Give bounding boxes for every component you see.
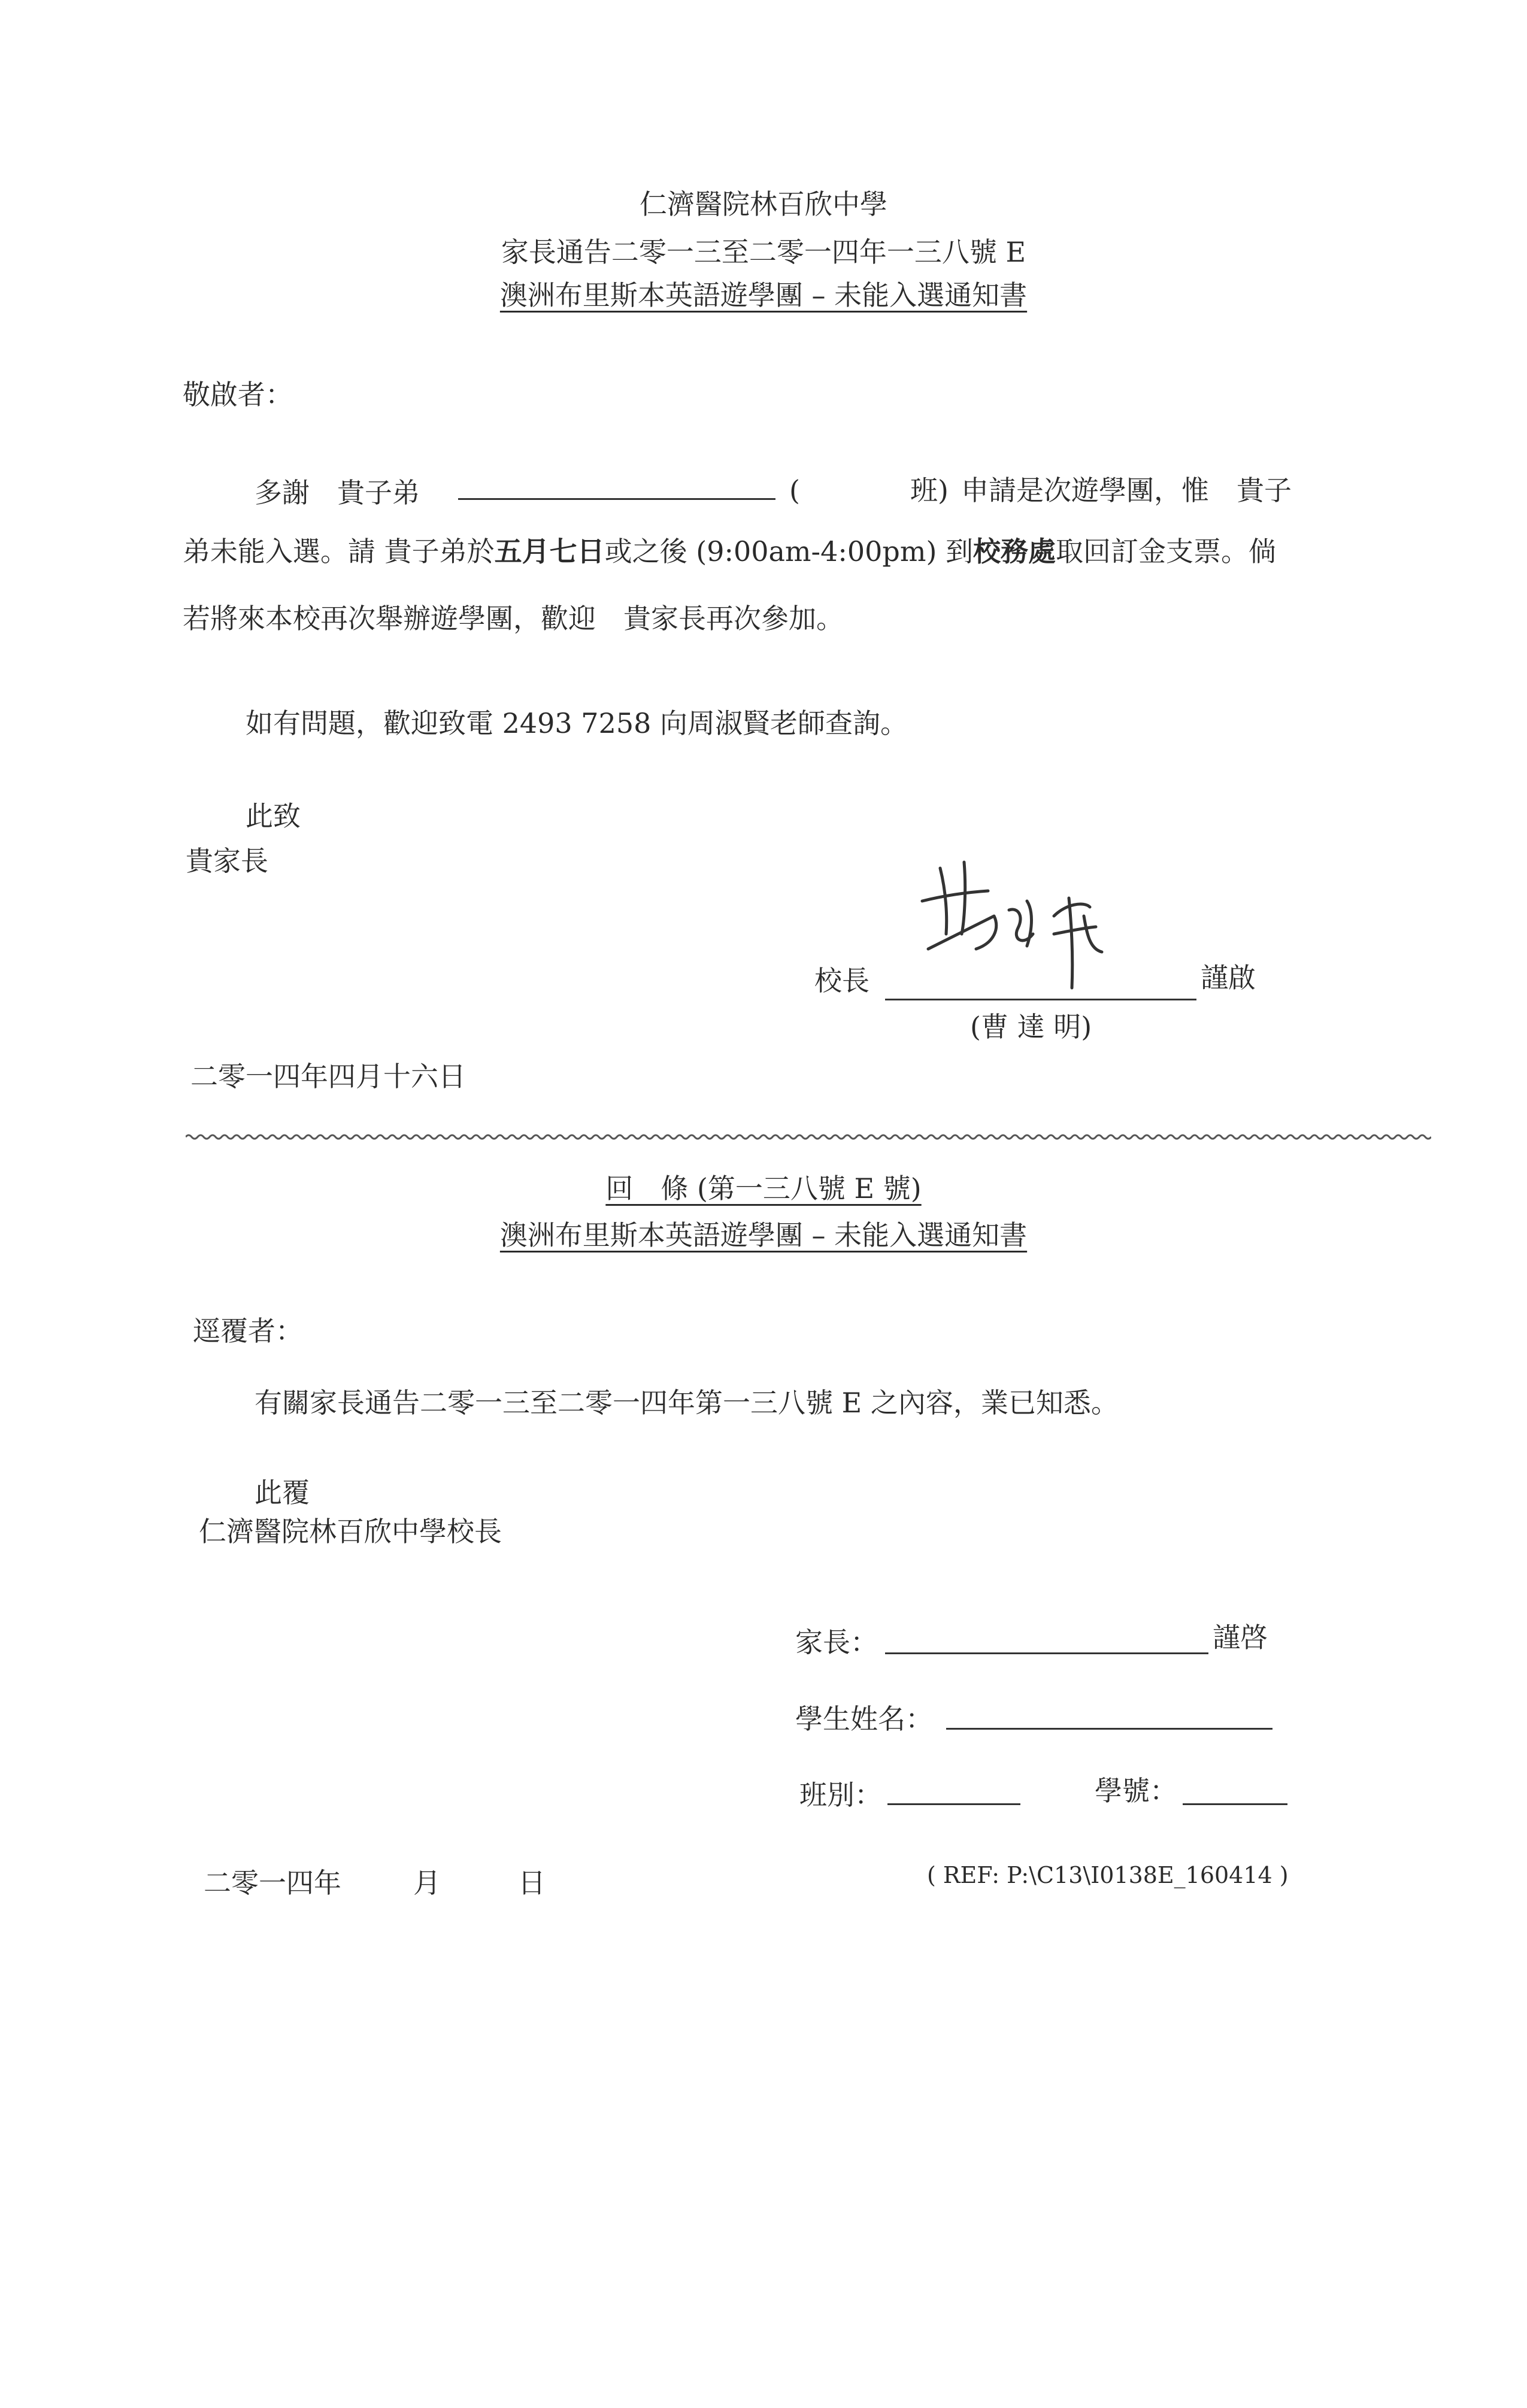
reply-date-day: 日 <box>518 1867 546 1899</box>
principal-name: (曹 達 明) <box>970 1011 1092 1043</box>
class-field[interactable] <box>887 1803 1020 1805</box>
closing-line-1: 此致 <box>246 800 301 832</box>
notice-number: 家長通告二零一三至二零一四年一三八號 E <box>501 236 1026 268</box>
student-name-blank <box>458 498 775 500</box>
paragraph-2-line <box>183 535 1277 568</box>
cut-line <box>186 1132 1431 1142</box>
reply-closing-1: 此覆 <box>255 1476 310 1509</box>
paragraph-3: 若將來本校再次舉辦遊學團，歡迎 貴家長再次參加。 <box>183 602 844 635</box>
parent-signature-field[interactable] <box>885 1652 1208 1654</box>
principal-label: 校長 <box>814 965 869 997</box>
reference-code: ( REF: P:\C13\I0138E_160414 ) <box>927 1862 1289 1888</box>
principal-close: 謹啟 <box>1201 962 1256 994</box>
paragraph-1-end: 申請是次遊學團，惟 貴子 <box>961 474 1292 507</box>
reply-date-year: 二零一四年 <box>204 1867 341 1899</box>
parent-label: 家長： <box>795 1626 878 1658</box>
reply-subject: 澳洲布里斯本英語遊學團 – 未能入選通知書 <box>499 1219 1028 1251</box>
collection-date: 五月七日 <box>494 535 605 568</box>
letter-date: 二零一四年四月十六日 <box>190 1060 466 1093</box>
notice-subject: 澳洲布里斯本英語遊學團 – 未能入選通知書 <box>499 279 1028 311</box>
student-number-field[interactable] <box>1183 1803 1287 1805</box>
paragraph-2-end: 取回訂金支票。倘 <box>1056 535 1277 568</box>
closing-line-2: 貴家長 <box>186 845 268 877</box>
paragraph-1-start: 多謝 貴子弟 <box>255 477 420 509</box>
reply-title: 回 條 (第一三八號 E 號) <box>605 1172 922 1205</box>
paragraph-2-start: 弟未能入選。請 貴子弟於 <box>183 535 495 568</box>
student-number-label: 學號： <box>1095 1775 1177 1807</box>
class-label: 班別： <box>799 1779 882 1811</box>
salutation: 敬啟者： <box>183 378 293 411</box>
reply-salutation: 逕覆者： <box>193 1315 303 1347</box>
school-name: 仁濟醫院林百欣中學 <box>640 188 887 220</box>
school-office: 校務處 <box>973 535 1056 568</box>
student-name-field[interactable] <box>946 1728 1272 1730</box>
paragraph-1-class: 班) <box>910 474 949 507</box>
reply-body: 有關家長通告二零一三至二零一四年第一三八號 E 之內容，業已知悉。 <box>255 1387 1119 1419</box>
paragraph-2-mid: 或之後 (9:00am-4:00pm) 到 <box>604 535 974 568</box>
reply-closing-2: 仁濟醫院林百欣中學校長 <box>199 1515 502 1548</box>
student-name-label: 學生姓名： <box>795 1703 933 1735</box>
enquiry-line: 如有問題，歡迎致電 2493 7258 向周淑賢老師查詢。 <box>246 707 908 739</box>
parent-close: 謹啓 <box>1213 1621 1268 1654</box>
principal-signature-line <box>885 999 1196 1000</box>
principal-signature <box>904 844 1144 1000</box>
reply-date-month: 月 <box>413 1867 441 1899</box>
paragraph-1-open-paren: ( <box>789 474 800 507</box>
